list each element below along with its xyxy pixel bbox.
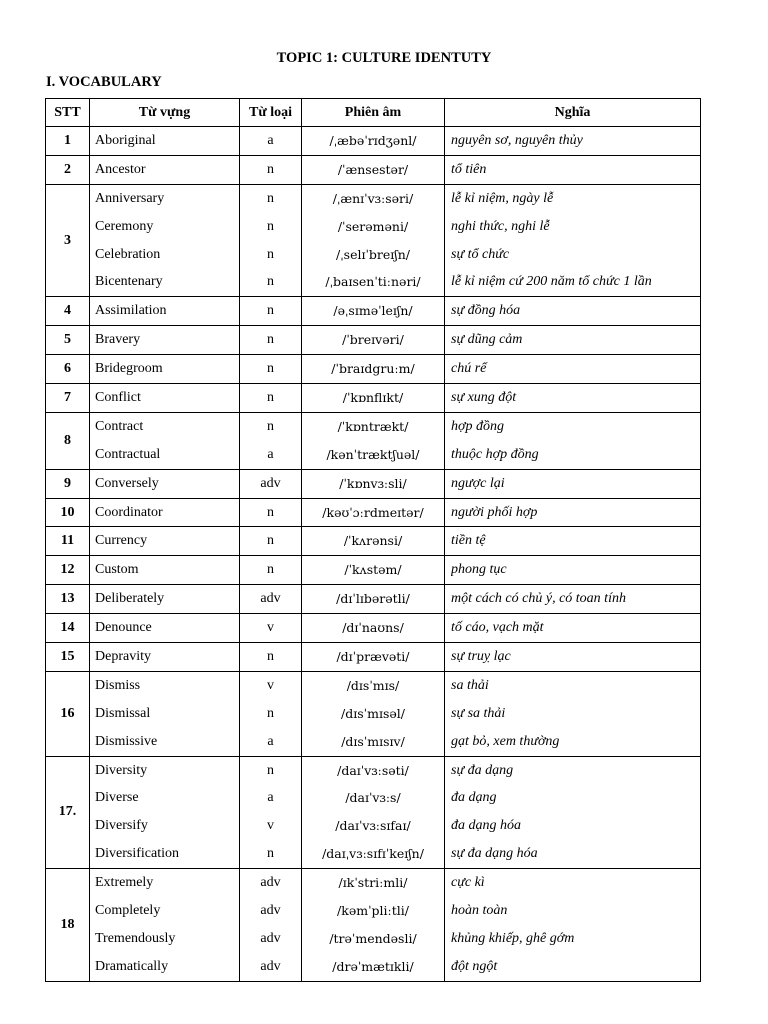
phonetic: /dɪˈprævəti/ (336, 649, 410, 665)
part-of-speech: adv (260, 903, 281, 919)
meaning: sa thải (451, 677, 489, 693)
vocab-word-cell (90, 355, 240, 384)
meaning-cell (445, 556, 701, 585)
meaning-cell (445, 527, 701, 556)
part-of-speech: n (267, 846, 274, 862)
vocab-word-cell (90, 155, 240, 184)
part-of-speech: n (267, 418, 274, 434)
table-header-row (46, 99, 701, 127)
part-of-speech: n (267, 533, 274, 549)
table-row (46, 585, 701, 614)
row-number: 3 (46, 184, 90, 297)
part-of-speech: n (267, 274, 274, 290)
vocab-word: Anniversary (95, 190, 165, 206)
part-of-speech: n (267, 190, 274, 206)
meaning: nghi thức, nghi lễ (451, 218, 550, 234)
phonetic: /daɪˈvɜːsɪfaɪ/ (335, 818, 411, 834)
meaning: sự đồng hóa (451, 303, 521, 319)
vocab-word-cell (90, 869, 240, 982)
row-number: 16 (46, 671, 90, 756)
phonetic-cell (302, 643, 445, 672)
part-of-speech-cell (240, 155, 302, 184)
meaning: tố cáo, vạch mặt (451, 620, 544, 636)
vocab-word: Bicentenary (95, 274, 163, 290)
table-row (46, 556, 701, 585)
meaning: một cách có chủ ý, có toan tính (451, 591, 626, 607)
meaning: đa dạng (451, 790, 497, 806)
part-of-speech: v (267, 620, 274, 636)
vocab-word-cell (90, 671, 240, 756)
phonetic: /daɪˌvɜːsɪfɪˈkeɪʃn/ (322, 846, 424, 862)
meaning: gạt bỏ, xem thường (451, 733, 560, 749)
part-of-speech-cell (240, 127, 302, 156)
phonetic: /ˈkɒnflɪkt/ (342, 390, 404, 406)
row-number: 1 (46, 127, 90, 156)
meaning: đa dạng hóa (451, 818, 521, 834)
table-row (46, 671, 701, 756)
meaning: khủng khiếp, ghê gớm (451, 930, 575, 946)
phonetic: /ˌænɪˈvɜːsəri/ (332, 190, 414, 206)
vocab-word-cell (90, 556, 240, 585)
part-of-speech: adv (260, 475, 281, 491)
meaning-cell (445, 671, 701, 756)
table-row (46, 384, 701, 413)
table-row (46, 297, 701, 326)
meaning: ngược lại (451, 475, 505, 491)
vocab-word: Denounce (95, 620, 152, 636)
phonetic: /ˈbraɪdgruːm/ (331, 361, 415, 377)
vocab-word: Diverse (95, 790, 139, 806)
part-of-speech: v (267, 677, 274, 693)
table-row (46, 412, 701, 469)
table-row (46, 355, 701, 384)
part-of-speech: n (267, 303, 274, 319)
part-of-speech: n (267, 504, 274, 520)
table-row (46, 527, 701, 556)
vocab-word: Extremely (95, 875, 154, 891)
vocab-word-cell (90, 527, 240, 556)
phonetic: /dɪˈlɪbərətli/ (336, 591, 410, 607)
meaning-cell (445, 614, 701, 643)
header-ipa: Phiên âm (302, 99, 445, 127)
part-of-speech: adv (260, 875, 281, 891)
meaning-cell (445, 326, 701, 355)
phonetic: /daɪˈvɜːsəti/ (337, 762, 409, 778)
vocab-word: Diversification (95, 846, 179, 862)
row-number: 13 (46, 585, 90, 614)
meaning: người phối hợp (451, 504, 538, 520)
vocab-word-cell (90, 756, 240, 869)
row-number: 9 (46, 469, 90, 498)
phonetic: /trəˈmendəsli/ (329, 930, 417, 946)
vocab-word: Bridegroom (95, 361, 163, 377)
vocab-word: Dismissive (95, 733, 158, 749)
meaning: đột ngột (451, 958, 498, 974)
row-number: 5 (46, 326, 90, 355)
phonetic: /kənˈtræktʃuəl/ (326, 446, 420, 462)
part-of-speech: adv (260, 958, 281, 974)
table-row (46, 643, 701, 672)
row-number: 15 (46, 643, 90, 672)
part-of-speech-cell (240, 585, 302, 614)
part-of-speech-cell (240, 614, 302, 643)
row-number: 18 (46, 869, 90, 982)
vocab-word: Custom (95, 562, 139, 578)
vocab-word: Bravery (95, 332, 141, 348)
meaning: sự sa thải (451, 705, 506, 721)
row-number: 6 (46, 355, 90, 384)
part-of-speech-cell (240, 184, 302, 297)
meaning: sự dũng cảm (451, 332, 523, 348)
part-of-speech: a (267, 133, 274, 148)
vocab-word-cell (90, 614, 240, 643)
meaning-cell (445, 643, 701, 672)
meaning-cell (445, 127, 701, 156)
part-of-speech: n (267, 332, 274, 348)
row-number: 12 (46, 556, 90, 585)
table-row (46, 155, 701, 184)
header-meaning: Nghĩa (445, 99, 701, 127)
phonetic: /dɪsˈmɪs/ (346, 677, 400, 693)
row-number: 2 (46, 155, 90, 184)
meaning-cell (445, 412, 701, 469)
vocab-word: Tremendously (95, 930, 176, 946)
phonetic-cell (302, 384, 445, 413)
meaning-cell (445, 498, 701, 527)
part-of-speech-cell (240, 671, 302, 756)
meaning: sự truỵ lạc (451, 649, 511, 665)
vocab-word-cell (90, 326, 240, 355)
phonetic: /ˌselɪˈbreɪʃn/ (336, 246, 410, 262)
phonetic-cell (302, 355, 445, 384)
vocab-word: Conflict (95, 390, 141, 406)
meaning: lễ kỉ niệm cứ 200 năm tổ chức 1 lần (451, 274, 652, 290)
phonetic: /dɪsˈmɪsɪv/ (341, 733, 405, 749)
meaning-cell (445, 355, 701, 384)
meaning: sự đa dạng hóa (451, 846, 538, 862)
row-number: 17. (46, 756, 90, 869)
meaning: cực kì (451, 875, 485, 891)
header-word: Từ vựng (90, 99, 240, 127)
section-heading: I. VOCABULARY (46, 74, 162, 90)
phonetic-cell (302, 671, 445, 756)
phonetic: /ˌbaɪsenˈtiːnəri/ (325, 274, 421, 290)
vocab-word: Celebration (95, 246, 161, 262)
vocab-word: Coordinator (95, 504, 163, 520)
meaning: hoàn toàn (451, 903, 508, 919)
part-of-speech-cell (240, 527, 302, 556)
part-of-speech-cell (240, 384, 302, 413)
part-of-speech-cell (240, 556, 302, 585)
phonetic-cell (302, 412, 445, 469)
meaning-cell (445, 297, 701, 326)
phonetic: /ˈserəməni/ (337, 218, 409, 234)
phonetic-cell (302, 326, 445, 355)
phonetic-cell (302, 297, 445, 326)
part-of-speech-cell (240, 412, 302, 469)
vocab-word: Completely (95, 903, 161, 919)
part-of-speech-cell (240, 469, 302, 498)
meaning: chú rể (451, 361, 487, 377)
header-stt: STT (46, 99, 90, 127)
part-of-speech-cell (240, 869, 302, 982)
meaning: tổ tiên (451, 161, 487, 177)
vocab-word: Aboriginal (95, 133, 156, 148)
phonetic: /dɪˈnaʊns/ (342, 620, 404, 636)
vocab-word-cell (90, 643, 240, 672)
part-of-speech-cell (240, 756, 302, 869)
phonetic-cell (302, 184, 445, 297)
meaning: lễ kỉ niệm, ngày lễ (451, 190, 554, 206)
vocab-word: Dismissal (95, 705, 151, 721)
table-body (46, 127, 701, 982)
phonetic: /ˈænsestər/ (337, 161, 409, 177)
part-of-speech: n (267, 705, 274, 721)
meaning-cell (445, 869, 701, 982)
meaning-cell (445, 184, 701, 297)
phonetic: /ˈbreɪvəri/ (342, 332, 404, 348)
table-row (46, 469, 701, 498)
phonetic: /əˌsɪməˈleɪʃn/ (333, 303, 413, 319)
vocab-word-cell (90, 127, 240, 156)
phonetic-cell (302, 498, 445, 527)
vocab-word-cell (90, 297, 240, 326)
vocab-word: Dismiss (95, 677, 141, 693)
part-of-speech: n (267, 390, 274, 406)
vocab-word: Currency (95, 533, 148, 549)
meaning: sự xung đột (451, 390, 517, 406)
vocab-word: Ceremony (95, 218, 154, 234)
phonetic: /ˈkʌrənsi/ (343, 533, 403, 549)
part-of-speech: n (267, 218, 274, 234)
vocab-word: Diversify (95, 818, 148, 834)
vocab-word: Ancestor (95, 161, 146, 177)
meaning-cell (445, 756, 701, 869)
part-of-speech: n (267, 161, 274, 177)
phonetic-cell (302, 469, 445, 498)
phonetic: /kəmˈpliːtli/ (337, 903, 409, 919)
meaning: hợp đồng (451, 418, 504, 434)
table-row (46, 756, 701, 869)
phonetic-cell (302, 756, 445, 869)
phonetic: /drəˈmætɪkli/ (332, 958, 414, 974)
part-of-speech: n (267, 649, 274, 665)
phonetic-cell (302, 527, 445, 556)
phonetic-cell (302, 155, 445, 184)
phonetic-cell (302, 127, 445, 156)
vocab-word-cell (90, 184, 240, 297)
part-of-speech: n (267, 762, 274, 778)
part-of-speech: a (267, 446, 274, 462)
meaning-cell (445, 155, 701, 184)
row-number: 14 (46, 614, 90, 643)
vocab-word-cell (90, 585, 240, 614)
vocab-word: Contractual (95, 446, 161, 462)
phonetic-cell (302, 585, 445, 614)
phonetic-cell (302, 869, 445, 982)
part-of-speech: n (267, 361, 274, 377)
meaning: nguyên sơ, nguyên thủy (451, 133, 583, 148)
part-of-speech: adv (260, 591, 281, 607)
meaning: tiền tệ (451, 533, 486, 549)
vocab-word: Assimilation (95, 303, 167, 319)
phonetic: /ˈkʌstəm/ (344, 562, 402, 578)
vocabulary-table (45, 98, 701, 982)
meaning: thuộc hợp đồng (451, 446, 539, 462)
phonetic: /ɪkˈstriːmli/ (338, 875, 408, 891)
part-of-speech-cell (240, 355, 302, 384)
table-row (46, 127, 701, 156)
phonetic: /daɪˈvɜːs/ (345, 790, 401, 806)
document-title: TOPIC 1: CULTURE IDENTUTY (276, 50, 492, 66)
part-of-speech: a (267, 733, 274, 749)
vocab-word: Conversely (95, 475, 159, 491)
header-pos: Từ loại (240, 99, 302, 127)
row-number: 4 (46, 297, 90, 326)
phonetic: /dɪsˈmɪsəl/ (341, 705, 405, 721)
meaning-cell (445, 469, 701, 498)
vocab-word-cell (90, 384, 240, 413)
vocab-word-cell (90, 498, 240, 527)
row-number: 7 (46, 384, 90, 413)
phonetic-cell (302, 556, 445, 585)
part-of-speech: a (267, 790, 274, 806)
meaning-cell (445, 384, 701, 413)
meaning: phong tục (451, 562, 507, 578)
vocab-word: Deliberately (95, 591, 165, 607)
meaning: sự đa dạng (451, 762, 514, 778)
vocab-word: Contract (95, 418, 144, 434)
row-number: 10 (46, 498, 90, 527)
phonetic: /kəʊˈɔːrdmeɪtər/ (322, 504, 424, 520)
meaning-cell (445, 585, 701, 614)
table-row (46, 326, 701, 355)
part-of-speech-cell (240, 643, 302, 672)
vocab-word: Dramatically (95, 958, 169, 974)
part-of-speech: n (267, 562, 274, 578)
row-number: 11 (46, 527, 90, 556)
part-of-speech-cell (240, 326, 302, 355)
table-row (46, 498, 701, 527)
vocab-word: Depravity (95, 649, 151, 665)
vocab-word-cell (90, 469, 240, 498)
table-row (46, 184, 701, 297)
meaning: sự tổ chức (451, 246, 510, 262)
phonetic: /ˈkɒntrækt/ (337, 418, 409, 434)
part-of-speech-cell (240, 297, 302, 326)
row-number: 8 (46, 412, 90, 469)
phonetic: /ˌæbəˈrɪdʒənl/ (329, 133, 417, 148)
table-row (46, 614, 701, 643)
part-of-speech: adv (260, 930, 281, 946)
table-row (46, 869, 701, 982)
vocab-word: Diversity (95, 762, 148, 778)
part-of-speech: n (267, 246, 274, 262)
phonetic-cell (302, 614, 445, 643)
part-of-speech-cell (240, 498, 302, 527)
phonetic: /ˈkɒnvɜːsli/ (339, 475, 407, 491)
part-of-speech: v (267, 818, 274, 834)
vocab-word-cell (90, 412, 240, 469)
